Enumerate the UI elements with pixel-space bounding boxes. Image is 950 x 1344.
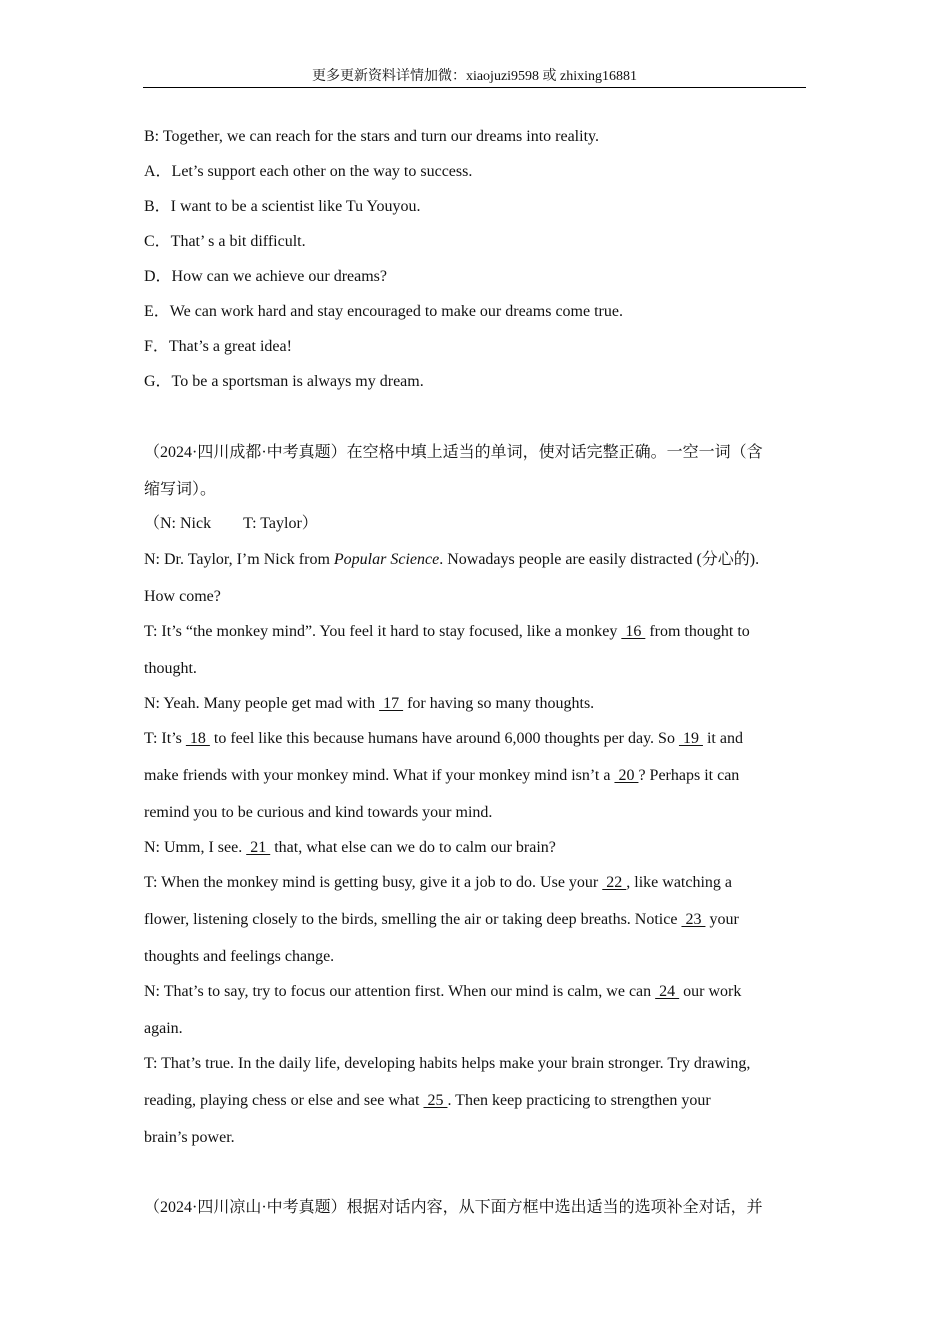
dialog-text: from thought to <box>645 623 750 640</box>
dialog-line <box>144 872 732 894</box>
dialog-text: flower, listening closely to the birds, smelling the air or taking deep breaths. Notice <box>144 911 682 928</box>
dialog-text: . Then keep practicing to strengthen your <box>447 1092 711 1109</box>
option-a: A．Let’s support each other on the way to success. <box>144 163 473 180</box>
dialog-text: your <box>705 911 739 928</box>
dialog-line: thoughts and feelings change. <box>144 948 335 965</box>
dialog-line <box>144 1090 711 1112</box>
dialog-line <box>144 909 739 931</box>
dialog-line: remind you to be curious and kind towards your mind. <box>144 804 493 821</box>
blank-19[interactable]: 19 <box>678 730 703 747</box>
dialog-text: to feel like this because humans have around 6,000 thoughts per day. So <box>209 730 679 747</box>
magazine-title: Popular Science <box>333 551 440 568</box>
dialog-text: make friends with your monkey mind. What if your monkey mind isn’t a <box>144 767 615 784</box>
dialog-line-b: B: Together, we can reach for the stars and turn our dreams into reality. <box>144 128 599 145</box>
dialog-line <box>144 837 556 859</box>
option-f: F．That’s a great idea! <box>144 338 292 355</box>
blank-20[interactable]: 20 <box>614 767 639 784</box>
question-instruction-cont: 缩写词）。 <box>144 481 217 498</box>
blank-25[interactable]: 25 <box>423 1092 448 1109</box>
blank-17[interactable]: 17 <box>379 695 404 712</box>
option-g: G．To be a sportsman is always my dream. <box>144 373 424 390</box>
dialog-text: N: That’s to say, try to focus our attention first. When our mind is calm, we can <box>144 983 656 1000</box>
dialog-line <box>144 693 594 715</box>
blank-24[interactable]: 24 <box>655 983 680 1000</box>
dialog-text: , like watching a <box>626 874 733 891</box>
dialog-line <box>144 728 743 750</box>
dialog-line: again. <box>144 1020 183 1037</box>
dialog-text: that, what else can we do to calm our brain? <box>270 839 556 856</box>
dialog-text: T: It’s “the monkey mind”. You feel it hard to stay focused, like a monkey <box>144 623 622 640</box>
option-e: E．We can work hard and stay encouraged to make our dreams come true. <box>144 303 623 320</box>
question-instruction: （2024·四川凉山·中考真题）根据对话内容，从下面方框中选出适当的选项补全对话，并 <box>144 1199 763 1216</box>
dialog-line: How come? <box>144 588 221 605</box>
dialog-text: N: Umm, I see. <box>144 839 247 856</box>
dialog-line: thought. <box>144 660 197 677</box>
dialog-text: our work <box>679 983 742 1000</box>
dialog-text: reading, playing chess or else and see what <box>144 1092 424 1109</box>
dialog-text: for having so many thoughts. <box>403 695 595 712</box>
dialog-text: T: It’s <box>144 730 186 747</box>
blank-21[interactable]: 21 <box>246 839 271 856</box>
dialog-text: N: Yeah. Many people get mad with <box>144 695 380 712</box>
blank-18[interactable]: 18 <box>185 730 210 747</box>
blank-23[interactable]: 23 <box>681 911 706 928</box>
dialog-text: N: Dr. Taylor, I’m Nick from <box>144 551 334 568</box>
dialog-text: T: When the monkey mind is getting busy, give it a job to do. Use your <box>144 874 603 891</box>
dialog-line: brain’s power. <box>144 1129 235 1146</box>
dialog-line <box>144 765 739 787</box>
dialog-text: ? Perhaps it can <box>638 767 740 784</box>
speaker-key: （N: Nick T: Taylor） <box>144 515 318 532</box>
blank-16[interactable]: 16 <box>621 623 646 640</box>
option-c: C．That’ s a bit difficult. <box>144 233 306 250</box>
question-instruction: （2024·四川成都·中考真题）在空格中填上适当的单词，使对话完整正确。一空一词（含 <box>144 444 763 461</box>
dialog-line <box>144 621 750 643</box>
dialog-line <box>144 981 741 1003</box>
dialog-text: it and <box>702 730 743 747</box>
option-d: D．How can we achieve our dreams? <box>144 268 388 285</box>
page-header: 更多更新资料详情加微：xiaojuzi9598 或 zhixing16881 <box>143 66 806 88</box>
dialog-line <box>144 549 759 571</box>
dialog-text: . Nowadays people are easily distracted (分心的). <box>439 551 760 568</box>
option-b: B．I want to be a scientist like Tu Youyou. <box>144 198 421 215</box>
dialog-line: T: That’s true. In the daily life, developing habits helps make your brain stronger. Try drawing, <box>144 1055 751 1072</box>
blank-22[interactable]: 22 <box>602 874 627 891</box>
